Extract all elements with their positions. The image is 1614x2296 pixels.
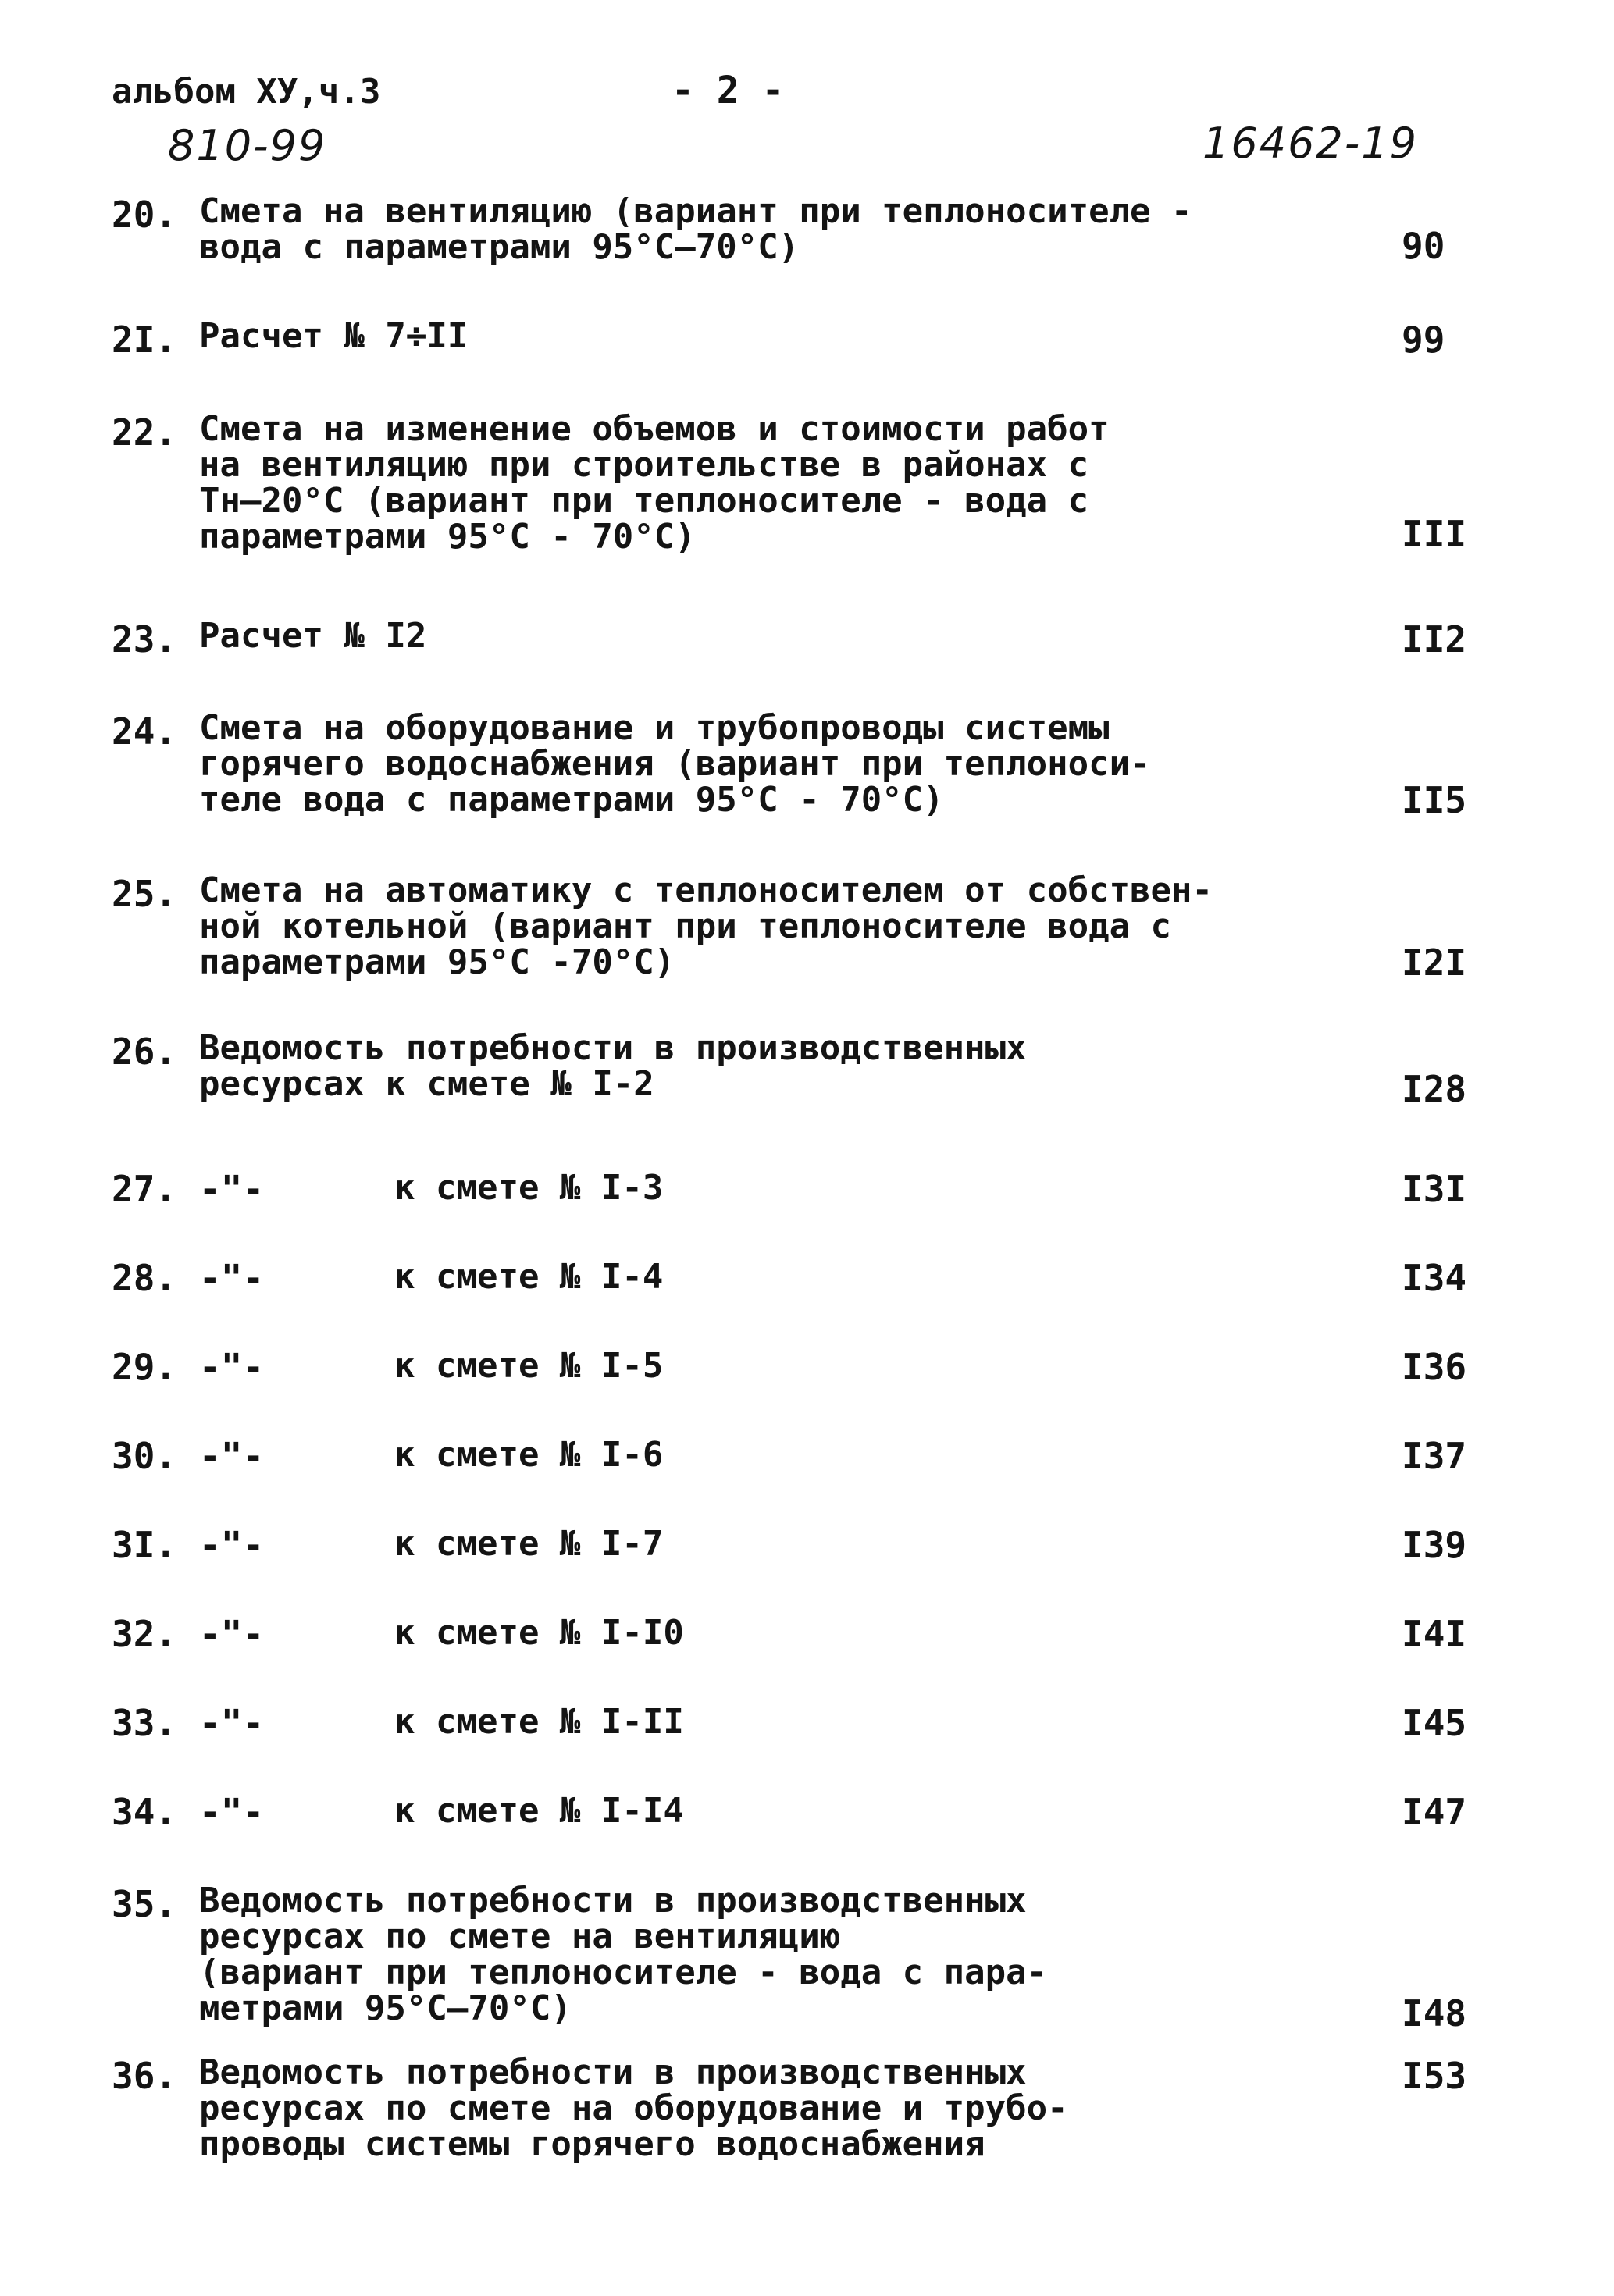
entry-page: 90: [1402, 225, 1445, 267]
page-number: - 2 -: [672, 69, 785, 112]
entry-page: I37: [1402, 1435, 1467, 1477]
entry-page: I39: [1402, 1524, 1467, 1566]
entry-reference: к смете № I-II: [394, 1702, 684, 1742]
entry-number: 23.: [112, 618, 177, 660]
handwritten-note-left: 810-99: [168, 121, 327, 170]
entry-text: Расчет № 7÷II: [199, 316, 469, 356]
entry-text: Смета на автоматику с теплоносителем от собствен- ной котельной (вариант при теплоносителе вода с параметрами 95°С -70°С): [199, 870, 1213, 982]
entry-number: 34.: [112, 1791, 177, 1833]
album-label: альбом ХУ,ч.3: [112, 72, 381, 112]
entry-reference: к смете № I-3: [394, 1168, 664, 1208]
ditto-mark: -"-: [199, 1524, 265, 1566]
entry-text: Смета на вентиляцию (вариант при теплоносителе - вода с параметрами 95°С–70°С): [199, 191, 1192, 267]
entry-number: 36.: [112, 2055, 177, 2097]
entry-number: 2I.: [112, 319, 177, 361]
entry-reference: к смете № I-I0: [394, 1613, 684, 1653]
handwritten-note-right: 16462-19: [1202, 119, 1418, 168]
entry-text: Смета на оборудование и трубопроводы системы горячего водоснабжения (вариант при теплоноси- теле вода с параметрами 95°С - 70°С): [199, 708, 1151, 820]
entry-number: 26.: [112, 1031, 177, 1073]
entry-page: 99: [1402, 319, 1445, 361]
entry-number: 22.: [112, 411, 177, 454]
entry-page: I34: [1402, 1257, 1467, 1299]
entry-page: III: [1402, 513, 1467, 555]
entry-number: 33.: [112, 1702, 177, 1744]
entry-number: 24.: [112, 710, 177, 753]
entry-page: II2: [1402, 618, 1467, 660]
entry-reference: к смете № I-4: [394, 1257, 664, 1297]
entry-number: 20.: [112, 194, 177, 236]
entry-reference: к смете № I-6: [394, 1435, 664, 1475]
entry-text: Расчет № I2: [199, 616, 427, 656]
entry-number: 3I.: [112, 1524, 177, 1566]
entry-number: 28.: [112, 1257, 177, 1299]
entry-number: 25.: [112, 873, 177, 915]
entry-text: Ведомость потребности в производственных ресурсах к смете № I-2: [199, 1028, 1027, 1104]
entry-text: Смета на изменение объемов и стоимости работ на вентиляцию при строительстве в районах с Тн–20°С (вариант при теплоносителе - вода с параметрами 95°С - 70°С): [199, 409, 1110, 557]
entry-page: I53: [1402, 2055, 1467, 2097]
entry-page: I47: [1402, 1791, 1467, 1833]
ditto-mark: -"-: [199, 1346, 265, 1388]
entry-number: 30.: [112, 1435, 177, 1477]
entry-text: Ведомость потребности в производственных ресурсах по смете на вентиляцию (вариант при теплоносителе - вода с пара- метрами 95°С–70°С): [199, 1881, 1048, 2028]
entry-page: I45: [1402, 1702, 1467, 1744]
ditto-mark: -"-: [199, 1168, 265, 1210]
entry-page: I48: [1402, 1992, 1467, 2034]
ditto-mark: -"-: [199, 1257, 265, 1299]
entry-page: I2I: [1402, 942, 1467, 984]
entry-text: Ведомость потребности в производственных ресурсах по смете на оборудование и трубо- проводы системы горячего водоснабжения: [199, 2052, 1068, 2164]
entry-number: 29.: [112, 1346, 177, 1388]
entry-number: 32.: [112, 1613, 177, 1655]
ditto-mark: -"-: [199, 1791, 265, 1833]
ditto-mark: -"-: [199, 1613, 265, 1655]
entry-page: II5: [1402, 779, 1467, 821]
entry-reference: к смете № I-7: [394, 1524, 664, 1564]
entry-reference: к смете № I-I4: [394, 1791, 684, 1831]
entry-page: I3I: [1402, 1168, 1467, 1210]
entry-reference: к смете № I-5: [394, 1346, 664, 1386]
ditto-mark: -"-: [199, 1702, 265, 1744]
entry-page: I4I: [1402, 1613, 1467, 1655]
entry-page: I28: [1402, 1068, 1467, 1110]
entry-number: 35.: [112, 1883, 177, 1925]
entry-number: 27.: [112, 1168, 177, 1210]
ditto-mark: -"-: [199, 1435, 265, 1477]
entry-page: I36: [1402, 1346, 1467, 1388]
